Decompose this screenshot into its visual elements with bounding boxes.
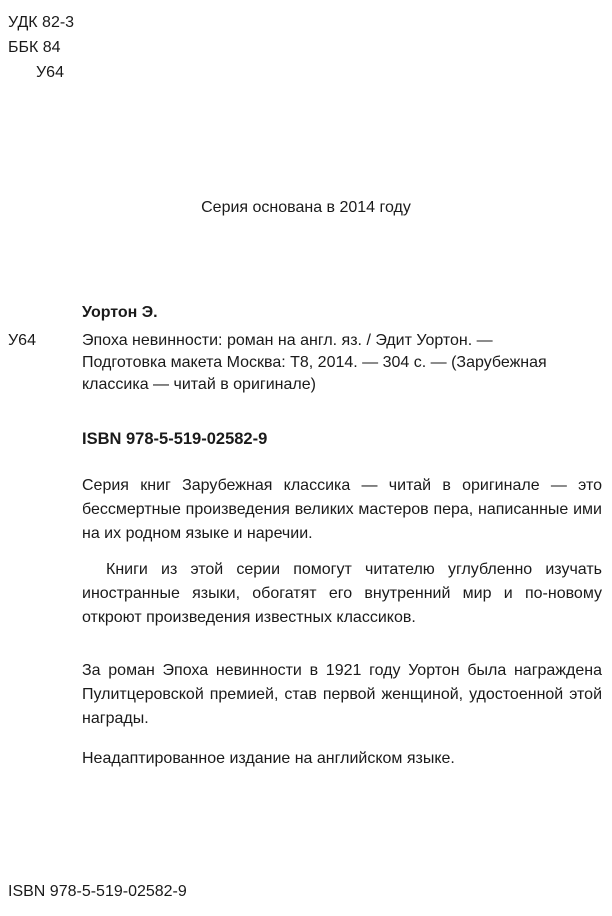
record-title: Эпоха невинности: роман на англ. яз. / Эдит Уортон. — [82,332,493,349]
annotation-paragraph-3: За роман Эпоха невинности в 1921 году Уортон была награждена Пулитцеровской премией, став первой женщиной, удостоенной этой награды. [82,662,602,727]
annotation-paragraph-2: Книги из этой серии помогут читателю углубленно изучать иностранные языки, обогатят его внутренний мир и по-новому откроют произведения известных классиков. [82,561,602,626]
record-series-line: классика — читай в оригинале) [82,376,316,393]
record-title-line [82,330,602,352]
record-publisher-line: Подготовка макета Москва: Т8, 2014. — 304 с. — (Зарубежная [82,354,547,371]
classification-codes [8,10,74,85]
record-author: Уортон Э. [82,304,158,321]
series-note: Серия основана в 2014 году [201,199,411,216]
isbn-main: ISBN 978-5-519-02582-9 [82,430,268,448]
isbn-footer: ISBN 978-5-519-02582-9 [8,883,187,900]
record-author-mark: У64 [8,332,36,349]
bibliographic-record [82,330,602,396]
annotation-paragraph-4: Неадаптированное издание на английском языке. [82,750,455,767]
udk-code: УДК 82-3 [8,14,75,31]
annotation-paragraph-1: Серия книг Зарубежная классика — читай в оригинале — это бессмертные произведения великих мастеров пера, написанные ими на их родном языке и наречии. [82,477,602,542]
bbk-code: ББК 84 [8,39,61,56]
author-mark: У64 [36,64,64,81]
